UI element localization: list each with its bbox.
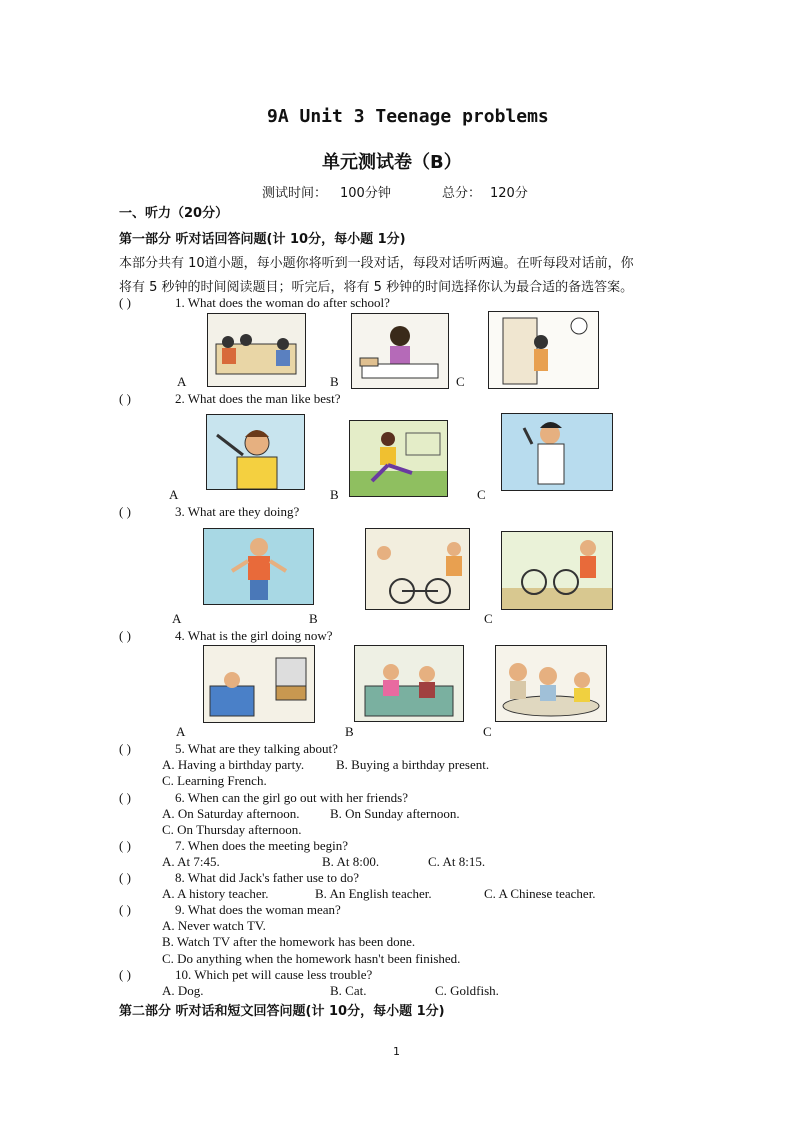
q9-option-c[interactable]: C. Do anything when the homework hasn't been finished.	[162, 951, 461, 966]
q1-label-c: C	[456, 374, 465, 389]
time-label: 测试时间：	[262, 186, 328, 201]
q5-option-a[interactable]: A. Having a birthday party.	[162, 757, 305, 772]
q9-option-a[interactable]: A. Never watch TV.	[162, 918, 266, 933]
q9-option-b[interactable]: B. Watch TV after the homework has been done.	[162, 934, 416, 949]
answer-bracket[interactable]: ( )	[119, 967, 131, 982]
intro-line-2: 将有 5 秒钟的时间阅读题目；听完后，将有 5 秒钟的时间选择你认为最合适的备选答案。	[119, 280, 634, 295]
q2-label-a: A	[169, 487, 179, 502]
q2-picture-b	[349, 420, 448, 497]
intro-line-1: 本部分共有 10道小题，每小题你将听到一段对话，每段对话听两遍。在听每段对话前，你	[119, 256, 634, 271]
q6-option-a[interactable]: A. On Saturday afternoon.	[162, 806, 300, 821]
q1-picture-b	[351, 313, 449, 389]
part2-title: 第二部分 听对话和短文回答问题(计 10分，每小题 1分)	[119, 1004, 445, 1019]
q3-label-c: C	[484, 611, 493, 626]
question-4: 4. What is the girl doing now?	[175, 628, 333, 643]
page-title: 9A Unit 3 Teenage problems	[267, 106, 549, 127]
q3-picture-b	[365, 528, 470, 610]
q10-option-a[interactable]: A. Dog.	[162, 983, 204, 998]
answer-bracket[interactable]: ( )	[119, 838, 131, 853]
q4-picture-c	[495, 645, 607, 722]
q10-option-c[interactable]: C. Goldfish.	[435, 983, 499, 998]
answer-bracket[interactable]: ( )	[119, 391, 131, 406]
answer-bracket[interactable]: ( )	[119, 295, 131, 310]
q8-option-c[interactable]: C. A Chinese teacher.	[484, 886, 596, 901]
q3-label-b: B	[309, 611, 318, 626]
question-1: 1. What does the woman do after school?	[175, 295, 390, 310]
page-number: 1	[393, 1045, 400, 1058]
q6-option-c[interactable]: C. On Thursday afternoon.	[162, 822, 302, 837]
q1-picture-a	[207, 313, 306, 387]
q10-option-b[interactable]: B. Cat.	[330, 983, 367, 998]
q2-picture-c	[501, 413, 613, 491]
q5-option-b[interactable]: B. Buying a birthday present.	[336, 757, 490, 772]
time-value: 100分钟	[340, 186, 391, 201]
answer-bracket[interactable]: ( )	[119, 902, 131, 917]
q3-picture-a	[203, 528, 314, 605]
q1-picture-c	[488, 311, 599, 389]
q7-option-a[interactable]: A. At 7:45.	[162, 854, 220, 869]
score-label: 总分：	[442, 186, 482, 201]
q5-option-c[interactable]: C. Learning French.	[162, 773, 267, 788]
question-5: 5. What are they talking about?	[175, 741, 338, 756]
question-6: 6. When can the girl go out with her friends?	[175, 790, 408, 805]
q7-option-c[interactable]: C. At 8:15.	[428, 854, 486, 869]
score-value: 120分	[490, 186, 528, 201]
answer-bracket[interactable]: ( )	[119, 504, 131, 519]
q3-label-a: A	[172, 611, 182, 626]
q4-label-c: C	[483, 724, 492, 739]
q4-picture-b	[354, 645, 464, 722]
question-8: 8. What did Jack's father use to do?	[175, 870, 360, 885]
answer-bracket[interactable]: ( )	[119, 741, 131, 756]
q8-option-a[interactable]: A. A history teacher.	[162, 886, 269, 901]
q4-label-a: A	[176, 724, 186, 739]
q6-option-b[interactable]: B. On Sunday afternoon.	[330, 806, 460, 821]
q2-label-b: B	[330, 487, 339, 502]
answer-bracket[interactable]: ( )	[119, 628, 131, 643]
q8-option-b[interactable]: B. An English teacher.	[315, 886, 432, 901]
q1-label-b: B	[330, 374, 339, 389]
question-10: 10. Which pet will cause less trouble?	[175, 967, 373, 982]
question-9: 9. What does the woman mean?	[175, 902, 341, 917]
q3-picture-c	[501, 531, 613, 610]
page-subtitle: 单元测试卷（B）	[322, 152, 462, 173]
answer-bracket[interactable]: ( )	[119, 870, 131, 885]
q2-label-c: C	[477, 487, 486, 502]
q4-picture-a	[203, 645, 315, 723]
part1-title: 第一部分 听对话回答问题(计 10分，每小题 1分)	[119, 232, 406, 247]
answer-bracket[interactable]: ( )	[119, 790, 131, 805]
question-7: 7. When does the meeting begin?	[175, 838, 349, 853]
q2-picture-a	[206, 414, 305, 490]
q4-label-b: B	[345, 724, 354, 739]
section-title: 一、听力（20分）	[119, 206, 229, 221]
q1-label-a: A	[177, 374, 187, 389]
question-3: 3. What are they doing?	[175, 504, 300, 519]
question-2: 2. What does the man like best?	[175, 391, 341, 406]
q7-option-b[interactable]: B. At 8:00.	[322, 854, 380, 869]
